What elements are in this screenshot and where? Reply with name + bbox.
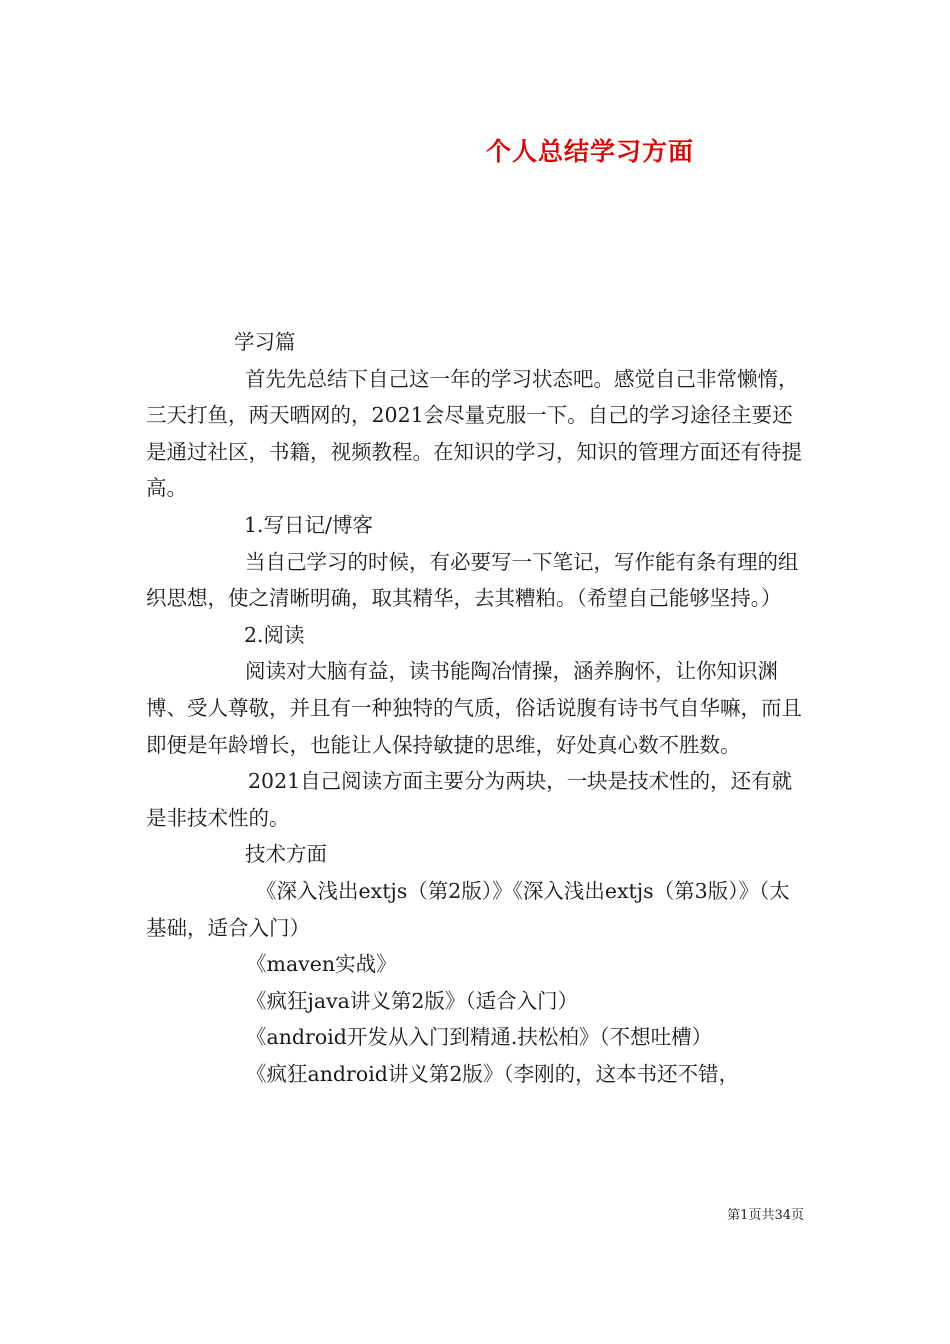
- paragraph: 阅读对大脑有益，读书能陶冶情操，涵养胸怀，让你知识渊博、受人尊敬，并且有一种独特的气质，俗话说腹有诗书气自华嘛，而且即便是年龄增长，也能让人保持敏捷的思维，好处真心数不胜数。: [146, 659, 802, 757]
- book-entry: 《maven实战》: [246, 952, 397, 977]
- book-entry: 《疯狂java讲义第2版》（适合入门）: [246, 988, 579, 1013]
- section-heading: 学习篇: [234, 330, 296, 354]
- document-title: 个人总结学习方面: [485, 137, 694, 166]
- book-entry: 《深入浅出extjs（第2版）》《深入浅出extjs（第3版）》（太基础，适合入门）: [146, 878, 790, 940]
- document-body: [146, 324, 806, 1092]
- section-heading: 2.阅读: [244, 622, 305, 647]
- section-heading: 技术方面: [245, 842, 327, 867]
- page-footer: 第1页共34页: [727, 1208, 804, 1223]
- paragraph: 首先先总结下自己这一年的学习状态吧。感觉自己非常懒惰，三天打鱼，两天晒网的，2021会尽量克服一下。自己的学习途径主要还是通过社区，书籍，视频教程。在知识的学习，知识的管理方面还有待提高。: [146, 366, 802, 501]
- book-entry: 《疯狂android讲义第2版》（李刚的，这本书还不错，: [246, 1061, 740, 1086]
- paragraph: 当自己学习的时候，有必要写一下笔记，写作能有条有理的组织思想，使之清晰明确，取其精华，去其糟粕。（希望自己能够坚持。）: [146, 549, 799, 611]
- paragraph: 2021自己阅读方面主要分为两块，一块是技术性的，还有就是非技术性的。: [146, 769, 793, 830]
- book-entry: 《android开发从入门到精通.扶松柏》（不想吐槽）: [246, 1025, 713, 1050]
- section-heading: 1.写日记/博客: [244, 512, 373, 537]
